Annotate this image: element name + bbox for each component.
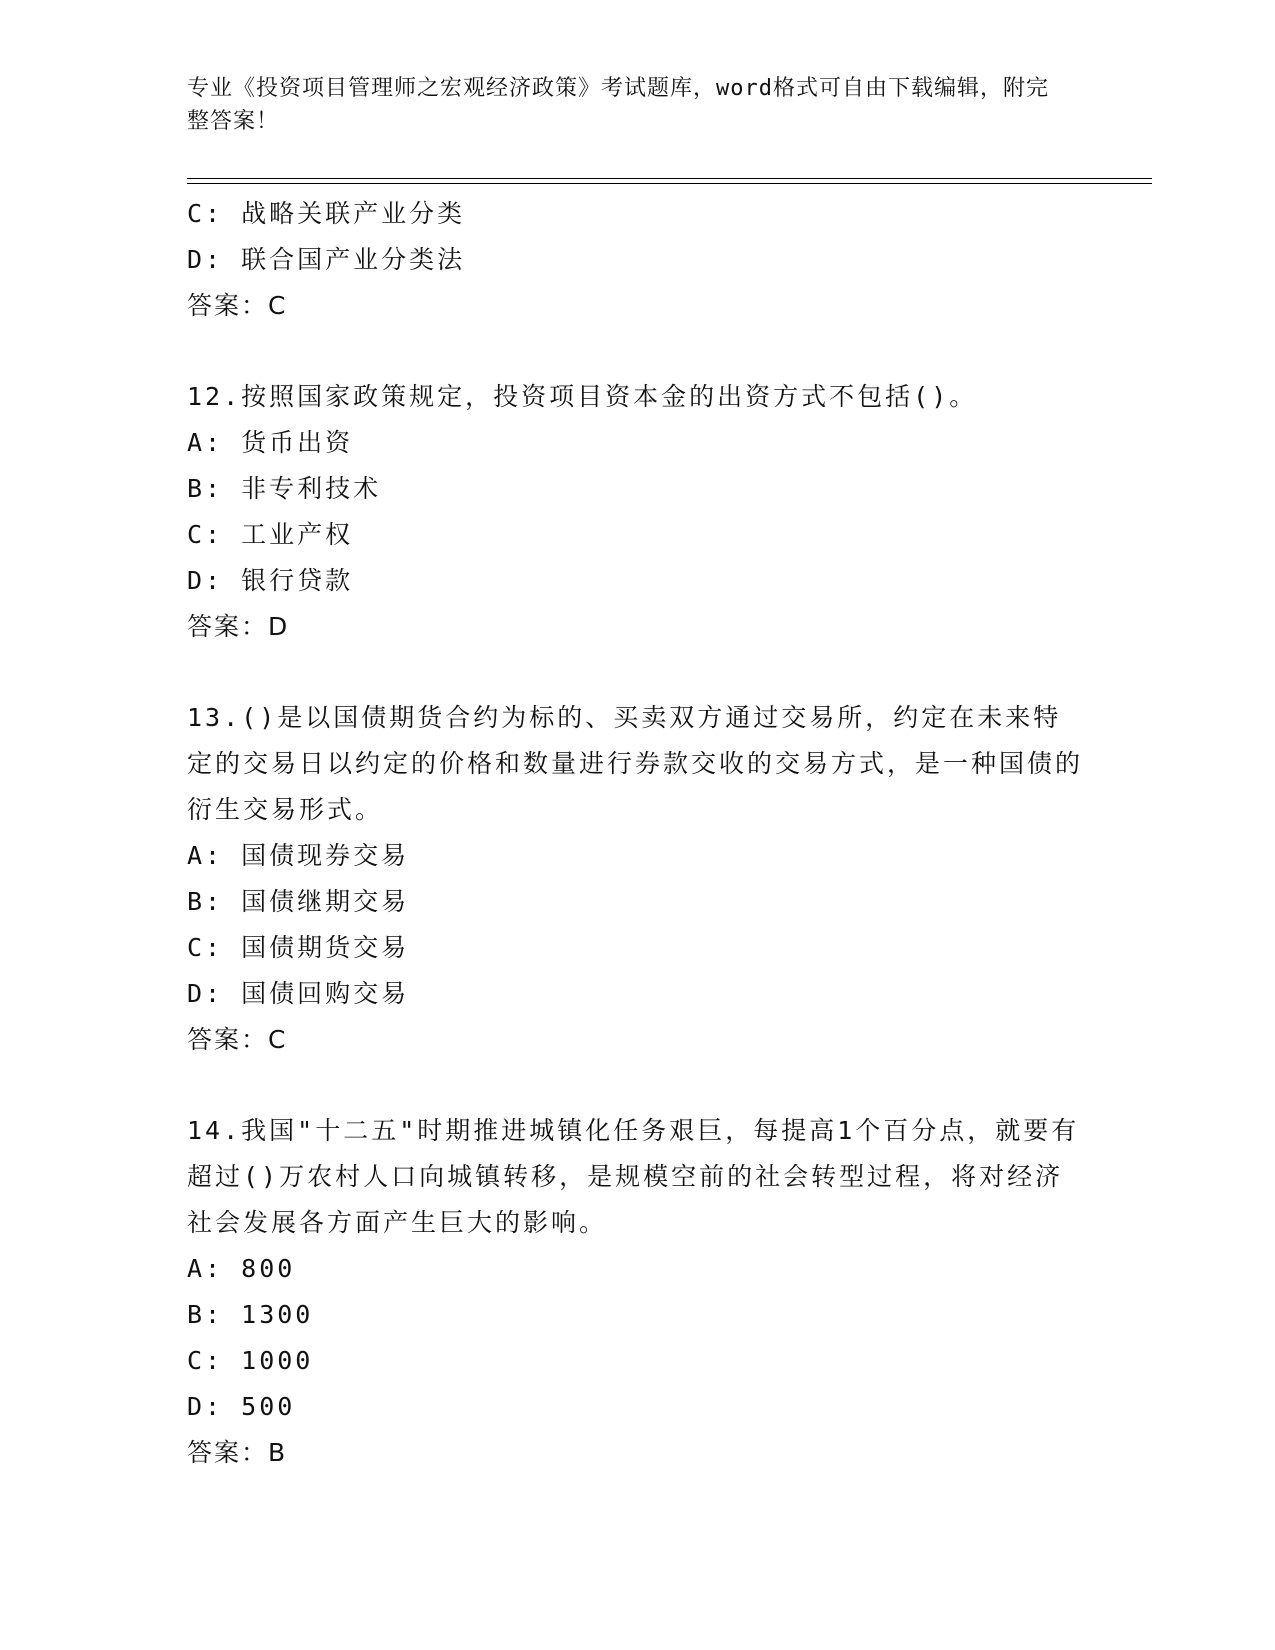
option-d: D: 联合国产业分类法 xyxy=(187,245,466,274)
document-header: 专业《投资项目管理师之宏观经济政策》考试题库，word格式可自由下载编辑，附完整答案！ xyxy=(187,76,1049,134)
question-stem: 14.我国"十二五"时期推进城镇化任务艰巨，每提高1个百分点，就要有超过()万农村人口向城镇转移，是规模空前的社会转型过程，将对经济社会发展各方面产生巨大的影响。 xyxy=(187,1116,1080,1237)
option-d: D: 银行贷款 xyxy=(187,566,354,595)
header-rule-bottom xyxy=(187,183,1152,184)
option-c: C: 国债期货交易 xyxy=(187,933,410,962)
option-d: D: 500 xyxy=(187,1392,296,1421)
answer: 答案：D xyxy=(187,612,290,641)
answer: 答案：C xyxy=(187,1025,288,1054)
header-rule-top xyxy=(187,178,1152,179)
option-c: C: 1000 xyxy=(187,1346,314,1375)
option-b: B: 国债继期交易 xyxy=(187,887,410,916)
document-body xyxy=(187,191,1087,1521)
option-b: B: 非专利技术 xyxy=(187,474,382,503)
option-d: D: 国债回购交易 xyxy=(187,979,410,1008)
answer: 答案：C xyxy=(187,291,288,320)
question-stem: 12.按照国家政策规定，投资项目资本金的出资方式不包括()。 xyxy=(187,382,978,411)
question-stem: 13.()是以国债期货合约为标的、买卖双方通过交易所，约定在未来特定的交易日以约定的价格和数量进行券款交收的交易方式，是一种国债的衍生交易形式。 xyxy=(187,703,1084,824)
option-a: A: 货币出资 xyxy=(187,428,354,457)
question-11-partial xyxy=(187,191,1087,329)
option-c: C: 工业产权 xyxy=(187,520,354,549)
question-14 xyxy=(187,1108,1087,1476)
option-c: C: 战略关联产业分类 xyxy=(187,199,466,228)
option-a: A: 国债现券交易 xyxy=(187,841,410,870)
answer: 答案：B xyxy=(187,1438,288,1467)
option-b: B: 1300 xyxy=(187,1300,314,1329)
question-12 xyxy=(187,374,1087,650)
option-a: A: 800 xyxy=(187,1254,296,1283)
question-13 xyxy=(187,695,1087,1063)
